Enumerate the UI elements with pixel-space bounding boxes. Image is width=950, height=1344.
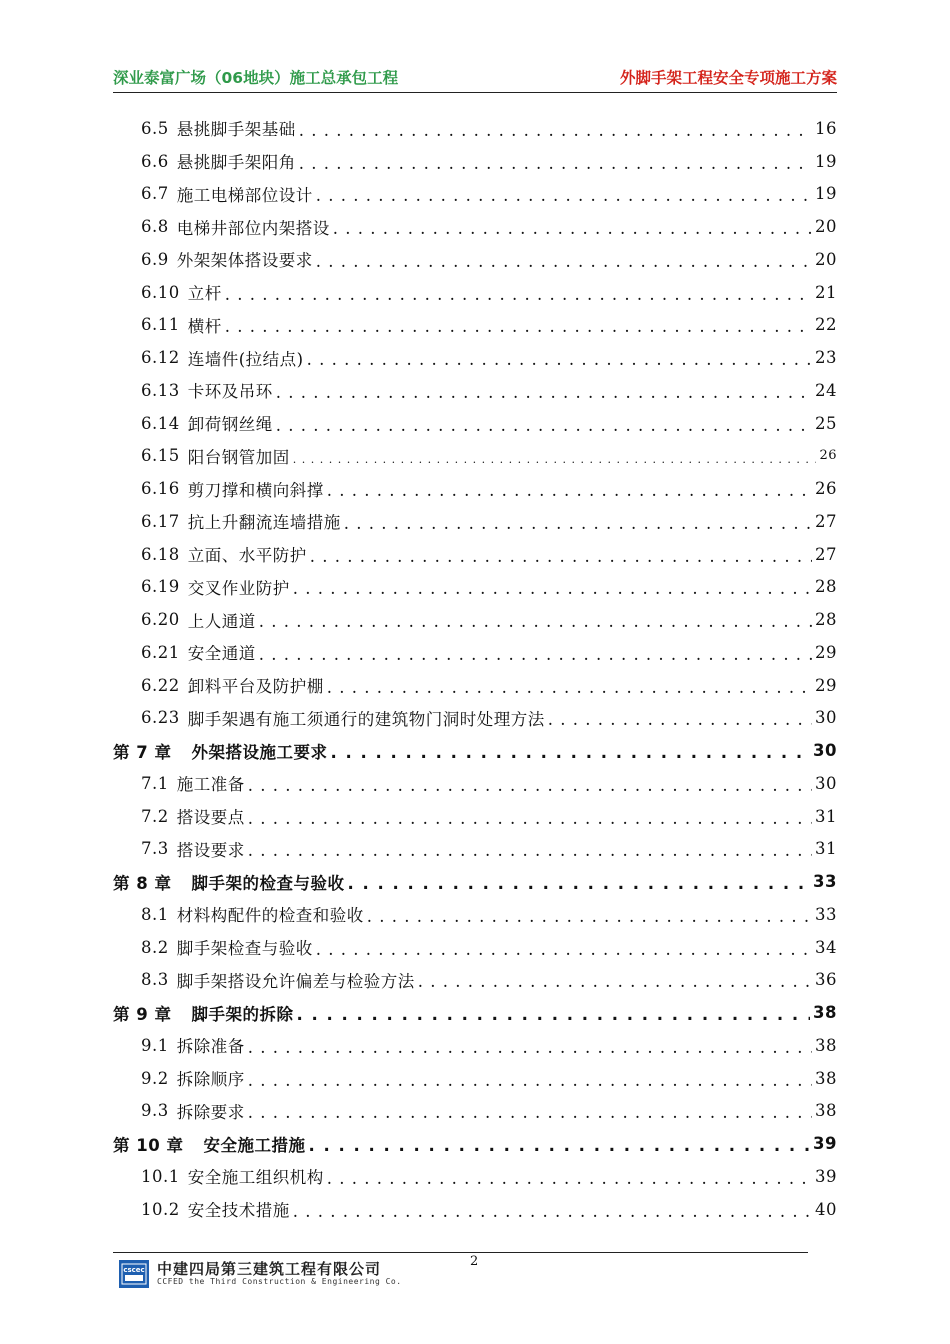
toc-entry-number: 6.7 [141, 184, 169, 204]
toc-entry-number: 第 9 章 [113, 1004, 172, 1024]
toc-entry-title: 立杆 [187, 284, 222, 304]
toc-entry-number: 6.20 [141, 610, 180, 630]
toc-entry-page: 27 [815, 544, 837, 564]
toc-entry-number: 第 7 章 [113, 742, 172, 762]
toc-entry-page: 31 [815, 839, 837, 859]
toc-entry-title: 剪刀撑和横向斜撑 [187, 480, 324, 500]
toc-section-entry[interactable] [113, 1029, 837, 1062]
toc-entry-page: 22 [815, 315, 837, 335]
toc-entry-title: 横杆 [187, 316, 222, 336]
toc-dot-leader [316, 940, 812, 959]
toc-section-entry[interactable] [113, 931, 837, 964]
toc-entry-title: 外架搭设施工要求 [191, 742, 328, 762]
toc-dot-leader [259, 645, 812, 664]
toc-entry-page: 30 [815, 708, 837, 728]
toc-entry-number: 8.2 [141, 937, 169, 957]
toc-entry-page: 25 [815, 413, 837, 433]
toc-entry-title: 抗上升翻流连墙措施 [187, 513, 341, 533]
toc-dot-leader [316, 252, 812, 271]
toc-entry-page: 21 [815, 282, 837, 302]
logo-text-top: cscec [123, 1266, 145, 1274]
toc-entry-page: 19 [815, 151, 837, 171]
project-title: 深业泰富广场（06地块）施工总承包工程 [113, 69, 399, 87]
table-of-contents [113, 112, 837, 1226]
toc-section-entry[interactable] [113, 636, 837, 669]
toc-entry-title: 悬挑脚手架基础 [176, 120, 296, 140]
toc-dot-leader [418, 972, 812, 991]
toc-entry-title: 上人通道 [187, 611, 256, 631]
toc-entry-number: 第 10 章 [113, 1135, 184, 1155]
toc-section-entry[interactable] [113, 210, 837, 243]
header-divider [113, 92, 837, 93]
toc-entry-page: 38 [815, 1101, 837, 1121]
toc-entry-page: 19 [815, 184, 837, 204]
toc-section-entry[interactable] [113, 800, 837, 833]
toc-entry-page: 20 [815, 249, 837, 269]
toc-entry-title: 立面、水平防护 [187, 546, 307, 566]
company-logo [119, 1260, 149, 1288]
toc-entry-title: 卸荷钢丝绳 [187, 415, 273, 435]
toc-dot-leader [248, 1071, 812, 1090]
toc-entry-title: 卡环及吊环 [187, 382, 273, 402]
toc-entry-number: 6.5 [141, 118, 169, 138]
toc-dot-leader [248, 776, 812, 795]
toc-dot-leader [299, 154, 812, 173]
toc-section-entry[interactable] [113, 603, 837, 636]
toc-entry-number: 6.22 [141, 675, 180, 695]
toc-dot-leader [347, 874, 810, 893]
toc-entry-page: 16 [815, 118, 837, 138]
toc-entry-page: 38 [815, 1035, 837, 1055]
toc-section-entry[interactable] [113, 145, 837, 178]
toc-entry-number: 6.15 [141, 446, 180, 466]
toc-dot-leader [293, 579, 812, 598]
toc-entry-title: 脚手架的检查与验收 [191, 873, 345, 893]
company-name-en: CCFED the Third Construction & Engineering Co. [157, 1277, 402, 1286]
toc-dot-leader [327, 481, 812, 500]
toc-entry-title: 脚手架的拆除 [191, 1004, 294, 1024]
toc-section-entry[interactable] [113, 472, 837, 505]
toc-entry-number: 8.1 [141, 904, 169, 924]
toc-dot-leader [248, 1038, 812, 1057]
toc-entry-title: 施工准备 [176, 775, 245, 795]
toc-section-entry[interactable] [113, 571, 837, 604]
toc-section-entry[interactable] [113, 374, 837, 407]
toc-entry-title: 安全施工措施 [203, 1135, 306, 1155]
toc-entry-title: 搭设要求 [176, 840, 245, 860]
company-name-cn: 中建四局第三建筑工程有限公司 [157, 1260, 382, 1278]
toc-entry-number: 7.2 [141, 806, 169, 826]
toc-entry-number: 10.1 [141, 1166, 180, 1186]
toc-dot-leader [259, 612, 812, 631]
toc-entry-page: 24 [815, 380, 837, 400]
toc-entry-page: 39 [815, 1166, 837, 1186]
toc-entry-page: 23 [815, 348, 837, 368]
toc-entry-page: 31 [815, 806, 837, 826]
toc-section-entry[interactable] [113, 440, 837, 473]
toc-dot-leader [248, 809, 812, 828]
toc-entry-page: 29 [815, 642, 837, 662]
toc-dot-leader [316, 186, 812, 205]
toc-entry-page: 40 [815, 1199, 837, 1219]
toc-dot-leader [327, 678, 812, 697]
toc-section-entry[interactable] [113, 964, 837, 997]
toc-entry-page: 26 [819, 448, 837, 464]
toc-entry-page: 29 [815, 675, 837, 695]
toc-dot-leader [310, 547, 812, 566]
toc-entry-number: 9.1 [141, 1035, 169, 1055]
toc-entry-number: 6.19 [141, 577, 180, 597]
toc-entry-number: 6.23 [141, 708, 180, 728]
toc-dot-leader [367, 907, 812, 926]
toc-entry-page: 39 [813, 1134, 837, 1154]
toc-section-entry[interactable] [113, 112, 837, 145]
toc-entry-number: 7.1 [141, 773, 169, 793]
toc-chapter-entry[interactable] [113, 1127, 837, 1160]
toc-dot-leader [330, 743, 810, 762]
toc-entry-title: 电梯井部位内架搭设 [176, 218, 330, 238]
toc-entry-number: 10.2 [141, 1199, 180, 1219]
toc-entry-title: 安全通道 [187, 644, 256, 664]
toc-entry-page: 27 [815, 511, 837, 531]
toc-dot-leader [293, 448, 817, 467]
toc-entry-number: 6.6 [141, 151, 169, 171]
toc-entry-number: 8.3 [141, 970, 169, 990]
toc-dot-leader [327, 1169, 812, 1188]
toc-chapter-entry[interactable] [113, 996, 837, 1029]
toc-section-entry[interactable] [113, 1193, 837, 1226]
toc-section-entry[interactable] [113, 276, 837, 309]
toc-dot-leader [308, 1136, 810, 1155]
toc-entry-title: 连墙件(拉结点) [187, 349, 304, 369]
toc-entry-number: 6.13 [141, 380, 180, 400]
toc-dot-leader [299, 121, 812, 140]
toc-dot-leader [276, 416, 812, 435]
toc-section-entry[interactable] [113, 178, 837, 211]
document-title: 外脚手架工程安全专项施工方案 [619, 69, 837, 87]
toc-entry-number: 6.11 [141, 315, 180, 335]
toc-entry-page: 38 [813, 1003, 837, 1023]
toc-section-entry[interactable] [113, 407, 837, 440]
toc-section-entry[interactable] [113, 898, 837, 931]
toc-entry-page: 33 [815, 904, 837, 924]
toc-entry-number: 6.9 [141, 249, 169, 269]
toc-entry-title: 安全施工组织机构 [187, 1168, 324, 1188]
toc-section-entry[interactable] [113, 341, 837, 374]
toc-entry-title: 脚手架搭设允许偏差与检验方法 [176, 971, 415, 991]
toc-entry-title: 拆除准备 [176, 1037, 245, 1057]
toc-entry-number: 6.21 [141, 642, 180, 662]
toc-entry-number: 7.3 [141, 839, 169, 859]
toc-entry-title: 材料构配件的检查和验收 [176, 906, 364, 926]
toc-dot-leader [225, 317, 812, 336]
toc-entry-page: 30 [815, 773, 837, 793]
toc-entry-title: 脚手架检查与验收 [176, 939, 313, 959]
toc-entry-title: 悬挑脚手架阳角 [176, 153, 296, 173]
toc-entry-number: 第 8 章 [113, 873, 172, 893]
toc-dot-leader [307, 350, 812, 369]
toc-section-entry[interactable] [113, 505, 837, 538]
toc-section-entry[interactable] [113, 538, 837, 571]
toc-entry-title: 安全技术措施 [187, 1201, 290, 1221]
toc-entry-number: 9.2 [141, 1068, 169, 1088]
toc-chapter-entry[interactable] [113, 865, 837, 898]
toc-chapter-entry[interactable] [113, 734, 837, 767]
toc-entry-page: 28 [815, 577, 837, 597]
toc-entry-number: 6.10 [141, 282, 180, 302]
toc-section-entry[interactable] [113, 1095, 837, 1128]
toc-entry-number: 6.16 [141, 479, 180, 499]
toc-dot-leader [548, 710, 812, 729]
toc-entry-title: 搭设要点 [176, 808, 245, 828]
toc-entry-number: 6.18 [141, 544, 180, 564]
toc-entry-title: 拆除顺序 [176, 1070, 245, 1090]
toc-entry-page: 34 [815, 937, 837, 957]
toc-section-entry[interactable] [113, 767, 837, 800]
toc-entry-number: 6.12 [141, 348, 180, 368]
toc-entry-page: 20 [815, 217, 837, 237]
page-number: 2 [470, 1254, 479, 1269]
toc-entry-page: 36 [815, 970, 837, 990]
toc-entry-title: 阳台钢管加固 [187, 447, 290, 467]
toc-entry-number: 6.14 [141, 413, 180, 433]
toc-dot-leader [344, 514, 812, 533]
toc-entry-page: 26 [815, 479, 837, 499]
toc-dot-leader [248, 841, 812, 860]
toc-entry-number: 6.17 [141, 511, 180, 531]
toc-dot-leader [225, 285, 812, 304]
toc-entry-title: 卸料平台及防护棚 [187, 677, 324, 697]
toc-section-entry[interactable] [113, 1062, 837, 1095]
toc-section-entry[interactable] [113, 309, 837, 342]
toc-section-entry[interactable] [113, 243, 837, 276]
page-header [113, 66, 837, 92]
toc-dot-leader [296, 1005, 810, 1024]
toc-section-entry[interactable] [113, 833, 837, 866]
toc-entry-title: 拆除要求 [176, 1102, 245, 1122]
toc-entry-title: 脚手架遇有施工须通行的建筑物门洞时处理方法 [187, 709, 545, 729]
toc-section-entry[interactable] [113, 669, 837, 702]
toc-dot-leader [248, 1103, 812, 1122]
toc-entry-number: 9.3 [141, 1101, 169, 1121]
toc-dot-leader [293, 1202, 812, 1221]
toc-entry-number: 6.8 [141, 217, 169, 237]
toc-dot-leader [276, 383, 812, 402]
toc-entry-page: 28 [815, 610, 837, 630]
toc-entry-page: 30 [813, 741, 837, 761]
toc-section-entry[interactable] [113, 1160, 837, 1193]
toc-entry-title: 外架架体搭设要求 [176, 251, 313, 271]
cscec-logo-icon [121, 1263, 147, 1285]
toc-section-entry[interactable] [113, 702, 837, 735]
toc-dot-leader [333, 219, 812, 238]
footer-divider [113, 1252, 808, 1253]
toc-entry-title: 交叉作业防护 [187, 578, 290, 598]
toc-entry-page: 38 [815, 1068, 837, 1088]
toc-entry-page: 33 [813, 872, 837, 892]
toc-entry-title: 施工电梯部位设计 [176, 185, 313, 205]
